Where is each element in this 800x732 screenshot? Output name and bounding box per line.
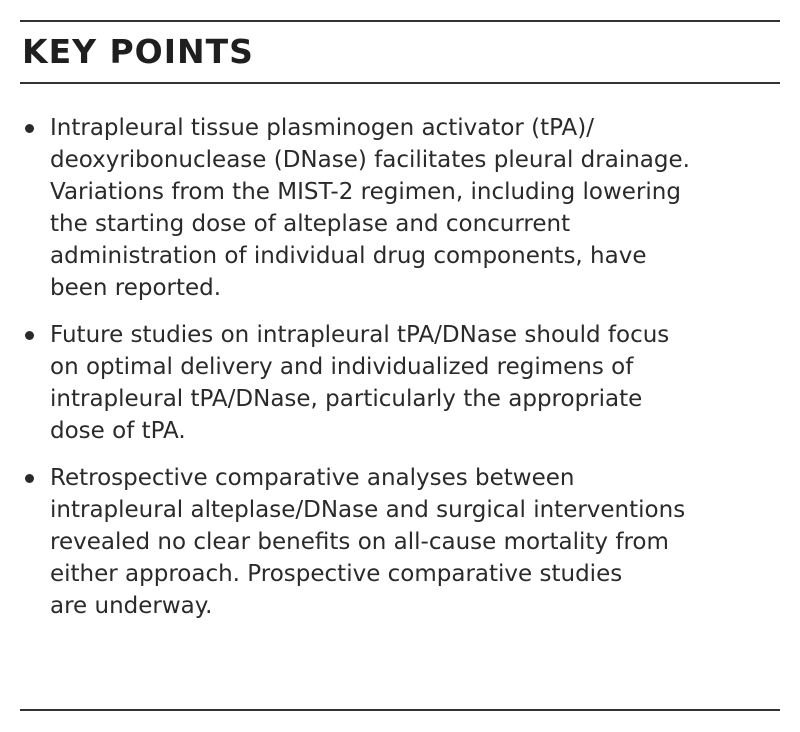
- bullet-icon: [25, 124, 34, 133]
- key-points-heading: KEY POINTS: [22, 32, 254, 71]
- heading-rule: [20, 82, 780, 84]
- key-points-box: [20, 0, 780, 732]
- key-point-1-line-5: administration of individual drug components, have: [50, 243, 647, 269]
- bullet-icon: [25, 331, 34, 340]
- key-point-1-line-1: Intrapleural tissue plasminogen activator (tPA)/: [50, 115, 595, 141]
- key-point-2-line-4: dose of tPA.: [50, 418, 186, 444]
- key-point-3: [20, 462, 780, 622]
- top-rule: [20, 20, 780, 22]
- key-point-3-line-4: either approach. Prospective comparative studies: [50, 561, 623, 587]
- key-point-2: [20, 319, 780, 447]
- key-point-1-line-2: deoxyribonuclease (DNase) facilitates pleural drainage.: [50, 147, 690, 173]
- key-point-2-line-3: intrapleural tPA/DNase, particularly the appropriate: [50, 386, 643, 412]
- key-point-1-line-3: Variations from the MIST-2 regimen, including lowering: [50, 179, 681, 205]
- key-point-1-line-6: been reported.: [50, 275, 222, 301]
- key-point-2-line-2: on optimal delivery and individualized regimens of: [50, 354, 634, 380]
- key-points-list: [20, 112, 780, 637]
- key-point-3-line-1: Retrospective comparative analyses between: [50, 465, 575, 491]
- key-point-1: [20, 112, 780, 304]
- key-point-3-line-5: are underway.: [50, 593, 213, 619]
- key-point-3-line-2: intrapleural alteplase/DNase and surgical interventions: [50, 497, 686, 523]
- bottom-rule: [20, 709, 780, 711]
- key-point-2-line-1: Future studies on intrapleural tPA/DNase should focus: [50, 322, 670, 348]
- bullet-icon: [25, 474, 34, 483]
- key-point-3-line-3: revealed no clear benefits on all-cause mortality from: [50, 529, 669, 555]
- key-point-1-line-4: the starting dose of alteplase and concurrent: [50, 211, 571, 237]
